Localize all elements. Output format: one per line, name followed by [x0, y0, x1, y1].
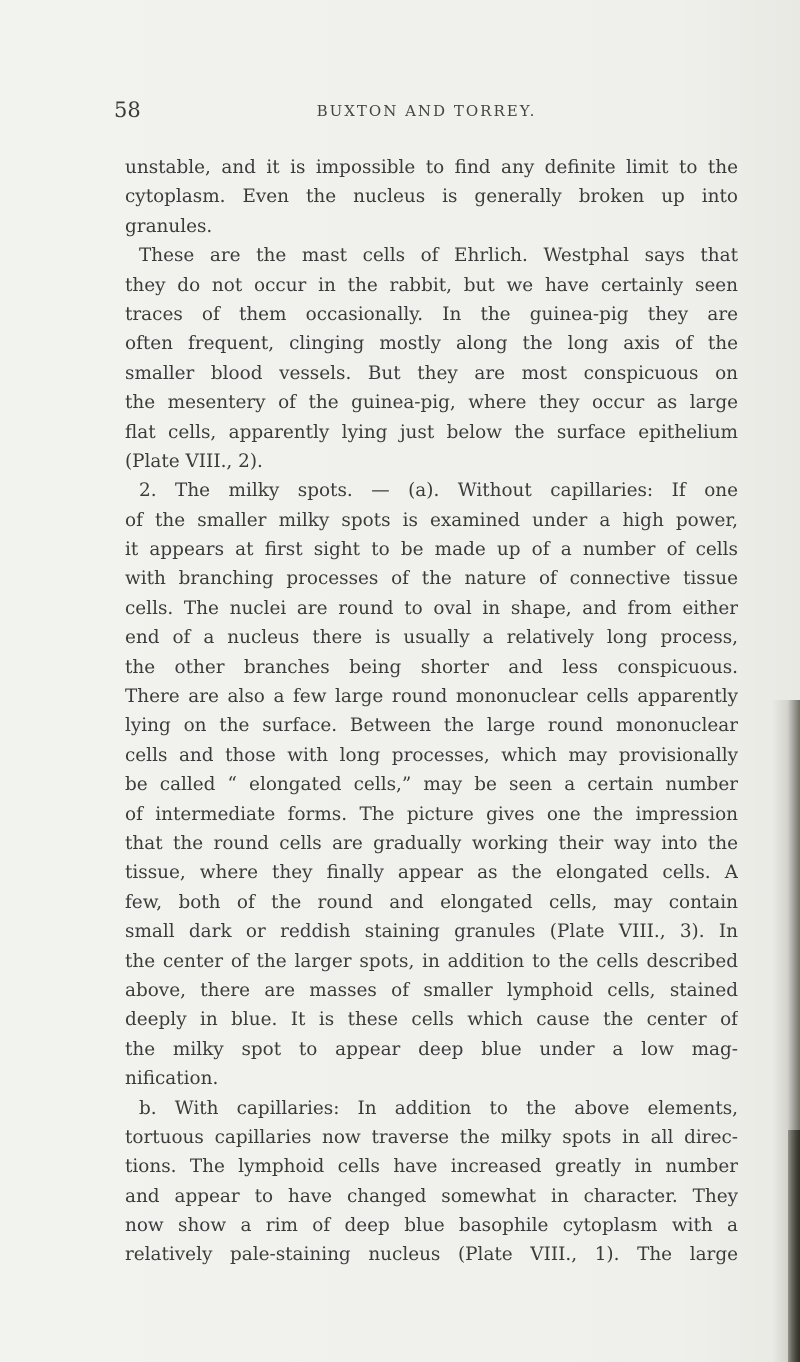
text-line: lying on the surface. Between the large round mononuclear [125, 715, 738, 737]
text-line: b. With capillaries: In addition to the above elements, [139, 1097, 738, 1119]
text-line: tissue, where they finally appear as the elongated cells. A [125, 862, 738, 884]
text-line: cells. The nuclei are round to oval in shape, and from either [125, 597, 738, 619]
text-line: tions. The lymphoid cells have increased greatly in number [125, 1156, 738, 1178]
text-line: relatively pale-staining nucleus (Plate VIII., 1). The large [125, 1244, 738, 1266]
running-head: BUXTON AND TORREY. [316, 102, 537, 120]
text-line: it appears at first sight to be made up of a number of cells [125, 539, 738, 561]
page-header [114, 98, 739, 128]
text-line: the mesentery of the guinea-pig, where they occur as large [125, 392, 738, 414]
text-line: be called “ elongated cells,” may be seen a certain number [125, 774, 738, 796]
text-line: the other branches being shorter and less conspicuous. [125, 656, 738, 678]
text-line: granules. [125, 215, 213, 237]
text-line: of intermediate forms. The picture gives one the impression [125, 803, 738, 825]
page-edge-dark [788, 1130, 800, 1362]
text-line: end of a nucleus there is usually a relatively long process, [125, 627, 738, 649]
text-line: nification. [125, 1068, 219, 1090]
text-line: above, there are masses of smaller lymphoid cells, stained [125, 979, 738, 1001]
text-line: There are also a few large round mononuclear cells apparently [125, 686, 738, 708]
text-line: and appear to have changed somewhat in character. They [125, 1185, 738, 1207]
text-line: tortuous capillaries now traverse the milky spots in all direc- [125, 1126, 738, 1148]
text-line: with branching processes of the nature of connective tissue [125, 568, 738, 590]
text-line: unstable, and it is impossible to find any definite limit to the [125, 157, 738, 178]
text-line: now show a rim of deep blue basophile cytoplasm with a [125, 1215, 738, 1237]
text-line: traces of them occasionally. In the guinea-pig they are [125, 303, 738, 325]
text-line: of the smaller milky spots is examined under a high power, [125, 509, 738, 531]
text-line: few, both of the round and elongated cells, may contain [125, 891, 738, 913]
text-line: cytoplasm. Even the nucleus is generally broken up into [125, 186, 738, 208]
page-number: 58 [114, 98, 141, 122]
text-line: that the round cells are gradually working their way into the [125, 832, 738, 854]
text-line: deeply in blue. It is these cells which cause the center of [125, 1009, 738, 1031]
text-line: (Plate VIII., 2). [125, 450, 263, 472]
text-line: flat cells, apparently lying just below the surface epithelium [125, 421, 738, 443]
text-line: the milky spot to appear deep blue under a low mag- [125, 1038, 738, 1060]
text-line: These are the mast cells of Ehrlich. Westphal says that [139, 245, 738, 267]
text-line: small dark or reddish staining granules (Plate VIII., 3). In [125, 921, 738, 943]
text-line: 2. The milky spots. — (a). Without capillaries: If one [139, 480, 738, 502]
text-line: they do not occur in the rabbit, but we have certainly seen [125, 274, 738, 296]
text-line: cells and those with long processes, which may provisionally [125, 744, 738, 766]
text-line: smaller blood vessels. But they are most conspicuous on [125, 362, 738, 384]
body-text [125, 153, 738, 1270]
text-line: often frequent, clinging mostly along the long axis of the [125, 333, 738, 355]
text-line: the center of the larger spots, in addition to the cells described [125, 950, 738, 972]
